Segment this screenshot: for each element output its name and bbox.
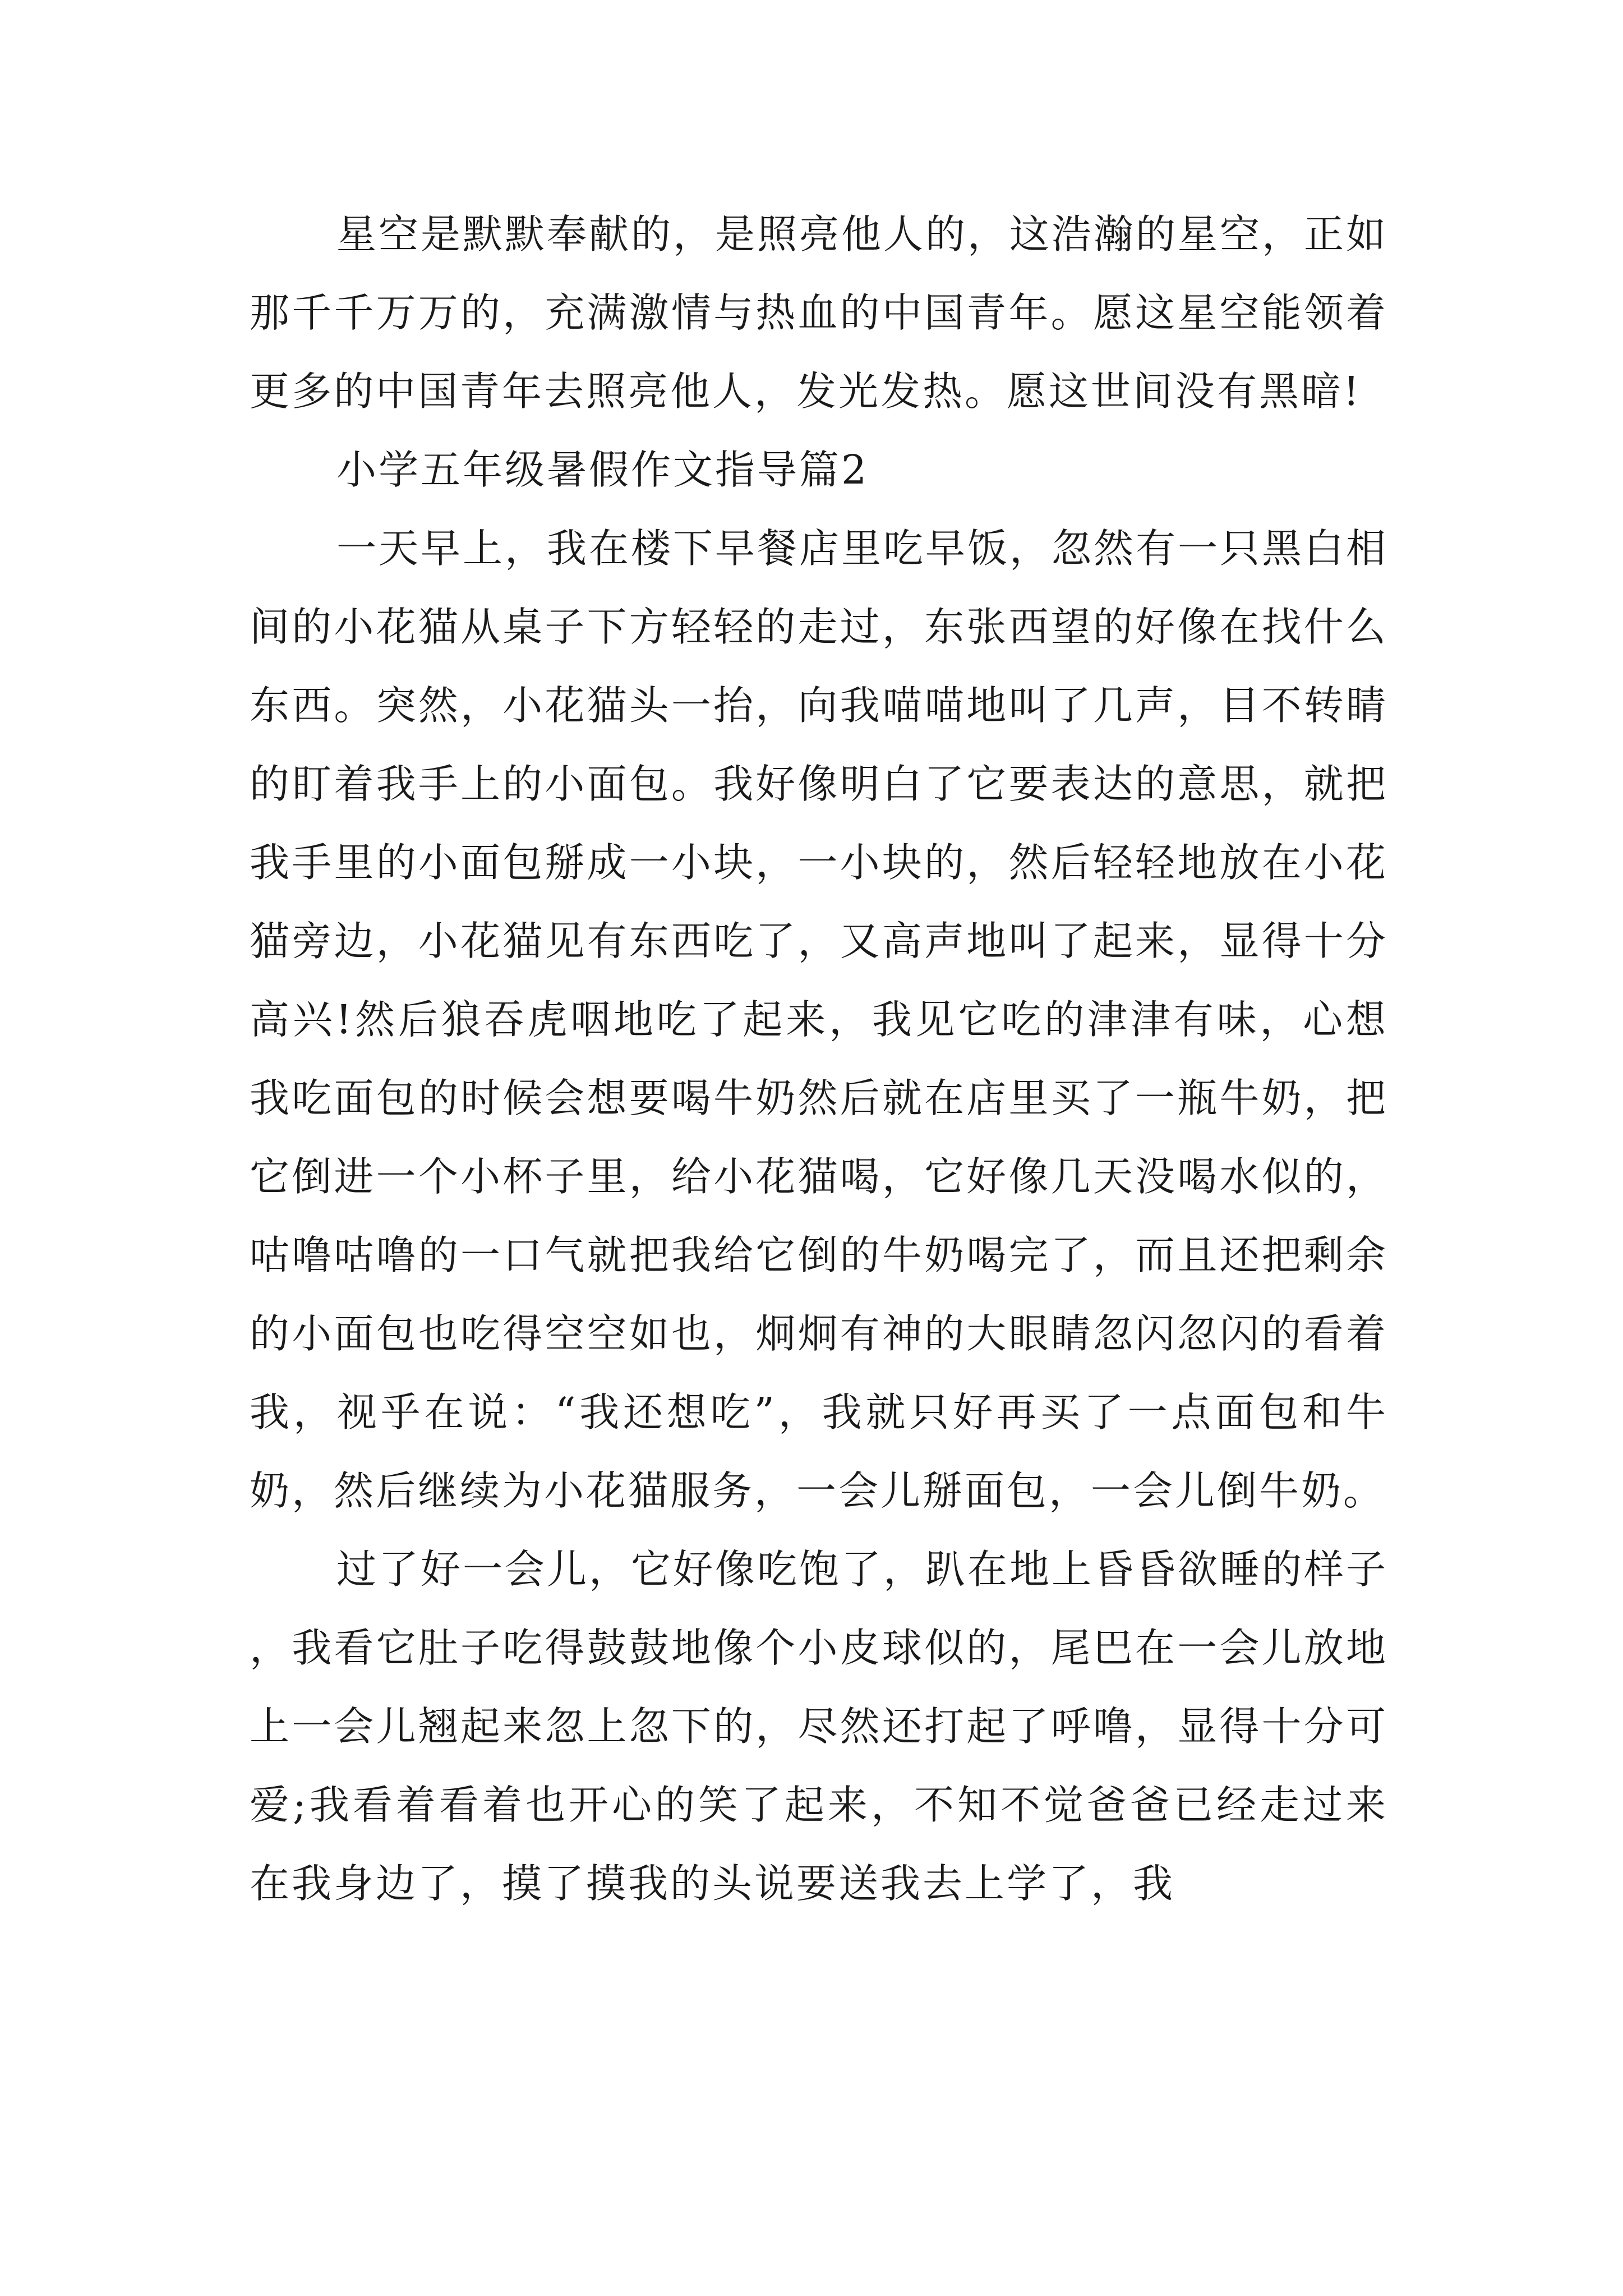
paragraph-starry-sky: 星空是默默奉献的，是照亮他人的，这浩瀚的星空，正如那千千万万的，充满激情与热血的中国青年。愿这星空能领着更多的中国青年去照亮他人，发光发热。愿这世间没有黑暗! xyxy=(250,211,1389,415)
paragraph-kitten-full: 过了好一会儿，它好像吃饱了，趴在地上昏昏欲睡的样子，我看它肚子吃得鼓鼓地像个小皮球似的，尾巴在一会儿放地上一会儿翘起来忽上忽下的，尽然还打起了呼噜，显得十分可爱;我看着看着也开心的笑了起来，不知不觉爸爸已经走过来在我身边了，摸了摸我的头说要送我去上学了，我 xyxy=(250,1546,1389,1907)
document-body xyxy=(250,195,1388,1923)
section-heading: 小学五年级暑假作文指导篇2 xyxy=(336,447,869,493)
paragraph-kitten-breakfast: 一天早上，我在楼下早餐店里吃早饭，忽然有一只黑白相间的小花猫从桌子下方轻轻的走过，东张西望的好像在找什么东西。突然，小花猫头一抬，向我喵喵地叫了几声，目不转睛的盯着我手上的小面包。我好像明白了它要表达的意思，就把我手里的小面包掰成一小块，一小块的，然后轻轻地放在小花猫旁边，小花猫见有东西吃了，又高声地叫了起来，显得十分高兴!然后狼吞虎咽地吃了起来，我见它吃的津津有味，心想我吃面包的时候会想要喝牛奶然后就在店里买了一瓶牛奶，把它倒进一个小杯子里，给小花猫喝，它好像几天没喝水似的，咕噜咕噜的一口气就把我给它倒的牛奶喝完了，而且还把剩余的小面包也吃得空空如也，炯炯有神的大眼睛忽闪忽闪的看着我，视乎在说：“我还想吃”，我就只好再买了一点面包和牛奶，然后继续为小花猫服务，一会儿掰面包，一会儿倒牛奶。 xyxy=(250,525,1389,1514)
